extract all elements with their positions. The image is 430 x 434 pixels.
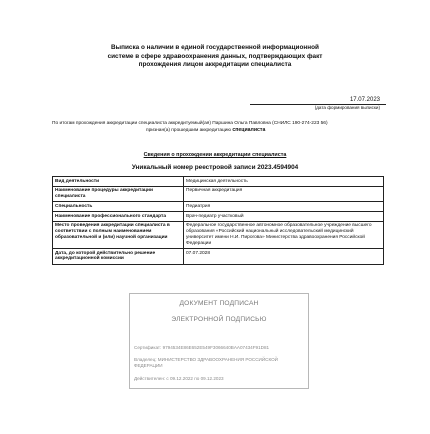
statement-date-block (250, 96, 386, 111)
row-label: Вид деятельности (53, 177, 184, 187)
electronic-signature-stamp (129, 293, 309, 389)
result-line-2 (52, 127, 392, 134)
row-value: Врач-педиатр участковый (184, 212, 384, 222)
statement-date-note: (дата формирования выписки) (314, 105, 380, 110)
accreditation-result (52, 121, 392, 134)
table-row (53, 202, 384, 212)
table-row (53, 221, 384, 248)
heading-line-3: прохождения лицом аккредитации специалиста (138, 61, 292, 69)
heading-line-1: Выписка о наличии в единой государственной информационной (111, 44, 319, 51)
row-label: Наименование процедуры аккредитации специалиста (53, 186, 184, 202)
row-value: Медицинская деятельность (184, 177, 384, 187)
table-row (53, 249, 384, 265)
row-value: 07.07.2028 (184, 249, 384, 265)
result-line-2-bold: специалиста (232, 127, 266, 134)
result-line-1: По итогам прохождения аккредитации специалиста аккредитуемый(ая) Паршина Ольга Павловна (СНИЛС 190-274-223 56) (52, 121, 328, 126)
accreditation-details-table (52, 176, 384, 265)
table-row (53, 177, 384, 187)
row-label: Дата, до которой действительно решение аккредитационной комиссии (53, 249, 184, 265)
section-title: Сведения о прохождении аккредитации специалиста (143, 152, 287, 158)
stamp-title-line-2: ЭЛЕКТРОННОЙ ПОДПИСЬЮ (171, 316, 267, 323)
row-value: Первичная аккредитация (184, 186, 384, 202)
row-label: Специальность (53, 202, 184, 212)
stamp-certificate: Сертификат: 9794534E86E652E549F3066640BAA07434F91D81 (134, 345, 270, 350)
row-label: Наименование профессионального стандарта (53, 212, 184, 222)
document-heading (40, 44, 390, 70)
row-label: Место проведения аккредитации специалиста в соответствии с полным наименованием образовательной и (или) научной организации (53, 221, 184, 248)
table-row (53, 212, 384, 222)
stamp-title-line-1: ДОКУМЕНТ ПОДПИСАН (179, 300, 259, 307)
statement-date: 17.07.2023 (250, 96, 386, 105)
row-value: Федеральное государственное автономное образовательное учреждение высшего образования «Российский национальный исследовательский медицинский университет имени Н.И. Пирогова» Министерства здравоохранения Российской Федерации (184, 221, 384, 248)
row-value: Педиатрия (184, 202, 384, 212)
result-line-2-prefix: признан(а) прошедшим аккредитацию (146, 128, 232, 134)
stamp-owner: Владелец: МИНИСТЕРСТВО ЗДРАВООХРАНЕНИЯ РОССИЙСКОЙ ФЕДЕРАЦИИ (134, 357, 278, 368)
table-row (53, 186, 384, 202)
heading-line-2: системе в сфере здравоохранения данных, подтверждающих факт (107, 52, 323, 60)
stamp-validity: Действителен: с 09.12.2022 по 09.12.2023 (134, 376, 224, 381)
registry-number: Уникальный номер реестровой записи 2023.4594904 (131, 164, 299, 171)
